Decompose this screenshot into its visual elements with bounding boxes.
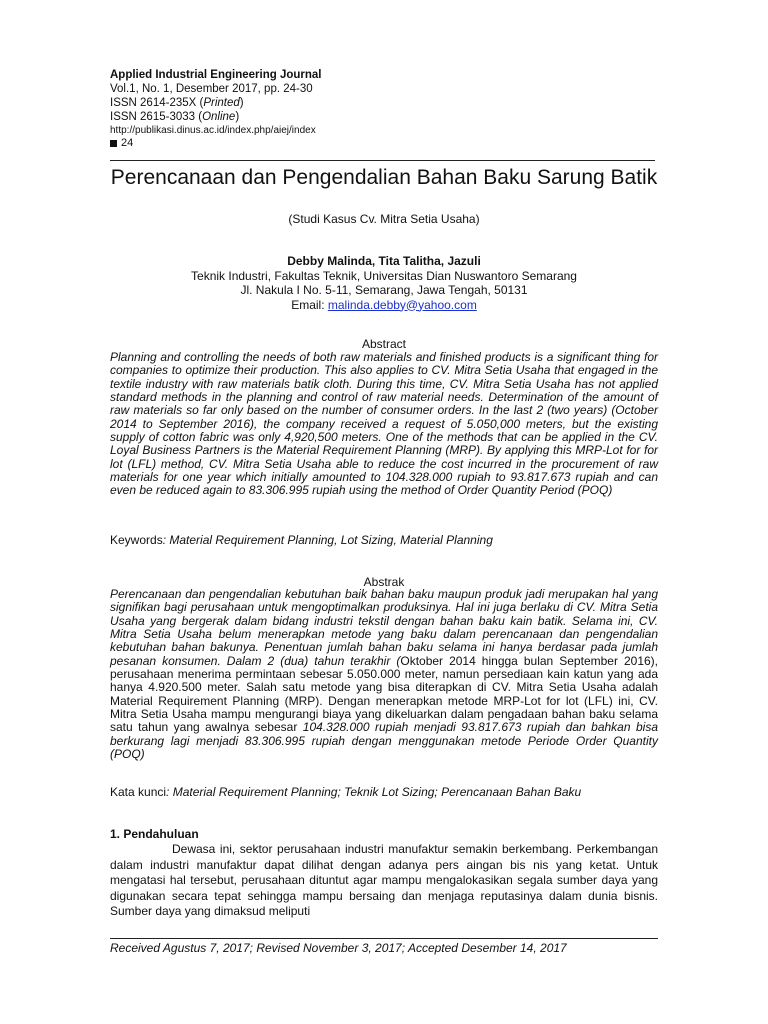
intro-text: Dewasa ini, sektor perusahaan industri manufaktur semakin berkembang. Perkembangan dalam industri manufaktur dapat dilihat dengan adanya pers aingan bis nis yang ketat. Untuk mengatasi hal tersebut, perusahaan dituntut agar mampu mengalokasikan segala sumber daya yang digunakan secara tepat sehingga mampu bersaing dan menjaga reputasinya dalam dunia bisnis. Sumber daya yang dimaksud meliputi: [110, 842, 658, 918]
journal-header: [110, 68, 322, 149]
abstrak-heading: Abstrak: [363, 575, 405, 589]
paper-subtitle: (Studi Kasus Cv. Mitra Setia Usaha): [288, 212, 480, 226]
author-email: Email: malinda.debby@yahoo.com: [291, 297, 477, 312]
received-dates: Received Agustus 7, 2017; Revised November 3, 2017; Accepted Desember 14, 2017: [110, 941, 567, 955]
kata-kunci: Kata kunci: Material Requirement Planning; Teknik Lot Sizing; Perencanaan Bahan Baku: [110, 785, 582, 799]
keywords: Keywords: Material Requirement Planning, Lot Sizing, Material Planning: [110, 533, 493, 547]
journal-url[interactable]: http://publikasi.dinus.ac.id/index.php/aiej/index: [110, 125, 316, 136]
abstract-text: Planning and controlling the needs of both raw materials and finished products is a significant thing for companies to optimize their production. This also applies to CV. Mitra Setia Usaha that engaged in the textile industry with raw materials batik cloth. During this time, CV. Mitra Setia Usaha has not applied standard methods in the planning and control of raw material needs. Determination of the amount of raw materials so far only based on the number of consumer orders. In the last 2 (two years) (October 2014 to September 2016), the company received a request of 5.050,000 meters, but the existing supply of cotton fabric was only 4,920,500 meters. One of the methods that can be applied in the CV. Loyal Business Partners is the Material Requirement Planning (MRP). By applying this MRP-Lot for for lot (LFL) method, CV. Mitra Setia Usaha able to reduce the cost incurred in the procurement of raw materials for one year which initially amounted to 104.328.000 rupiah to 93.817.673 rupiah and can even be reduced again to 83.306.995 rupiah using the method of Order Quantity Period (POQ): [110, 350, 658, 498]
paper-title: Perencanaan dan Pengendalian Bahan Baku Sarung Batik: [110, 166, 658, 189]
bottom-divider: [110, 938, 658, 939]
author-block: [110, 254, 658, 312]
section-heading: 1. Pendahuluan: [110, 827, 199, 841]
abstrak-text: Perencanaan dan pengendalian kebutuhan baik bahan baku maupun produk jadi merupakan hal yang signifikan bagi perusahaan untuk mengoptimalkan produksinya. Hal ini juga berlaku di CV. Mitra Setia Usaha yang bergerak dalam bidang industri tekstil dengan bahan baku kain batik. Selama ini, CV. Mitra Setia Usaha belum menerapkan metode yang baku dalam perencanaan dan pengendalian kebutuhan bahan bakunya. Penentuan jumlah bahan baku selama ini hanya berdasar pada jumlah pesanan konsumen. Dalam 2 (dua) tahun terakhir (Oktober 2014 hingga bulan September 2016), perusahaan menerima permintaan sebesar 5.050.000 meter, namun persediaan kain katun yang ada hanya 4.920.500 meter. Salah satu metode yang bisa diterapkan di CV. Mitra Setia Usaha adalah Material Requirement Planning (MRP). Dengan menerapkan metode MRP-Lot for lot (LFL) ini, CV. Mitra Setia Usaha mampu mengurangi biaya yang dikeluarkan dalam pengadaan bahan baku selama satu tahun yang awalnya sebesar 104.328.000 rupiah menjadi 93.817.673 rupiah dan bahkan bisa berkurang lagi menjadi 83.306.995 rupiah dengan menggunakan metode Periode Order Quantity (POQ): [110, 587, 659, 762]
top-divider: [110, 160, 655, 161]
email-link[interactable]: malinda.debby@yahoo.com: [327, 297, 477, 312]
author-address: Jl. Nakula I No. 5-11, Semarang, Jawa Tengah, 50131: [240, 283, 528, 297]
journal-volume: Vol.1, No. 1, Desember 2017, pp. 24-30: [110, 83, 313, 95]
page-number: 24: [110, 137, 322, 149]
issn-print: ISSN 2614-235X (Printed): [110, 97, 244, 109]
abstract-heading: Abstract: [361, 337, 406, 351]
issn-online: ISSN 2615-3033 (Online): [110, 111, 240, 123]
author-names: Debby Malinda, Tita Talitha, Jazuli: [287, 254, 481, 268]
author-affiliation: Teknik Industri, Fakultas Teknik, Universitas Dian Nuswantoro Semarang: [191, 268, 577, 283]
square-bullet-icon: [110, 140, 117, 147]
journal-name: Applied Industrial Engineering Journal: [110, 69, 322, 81]
